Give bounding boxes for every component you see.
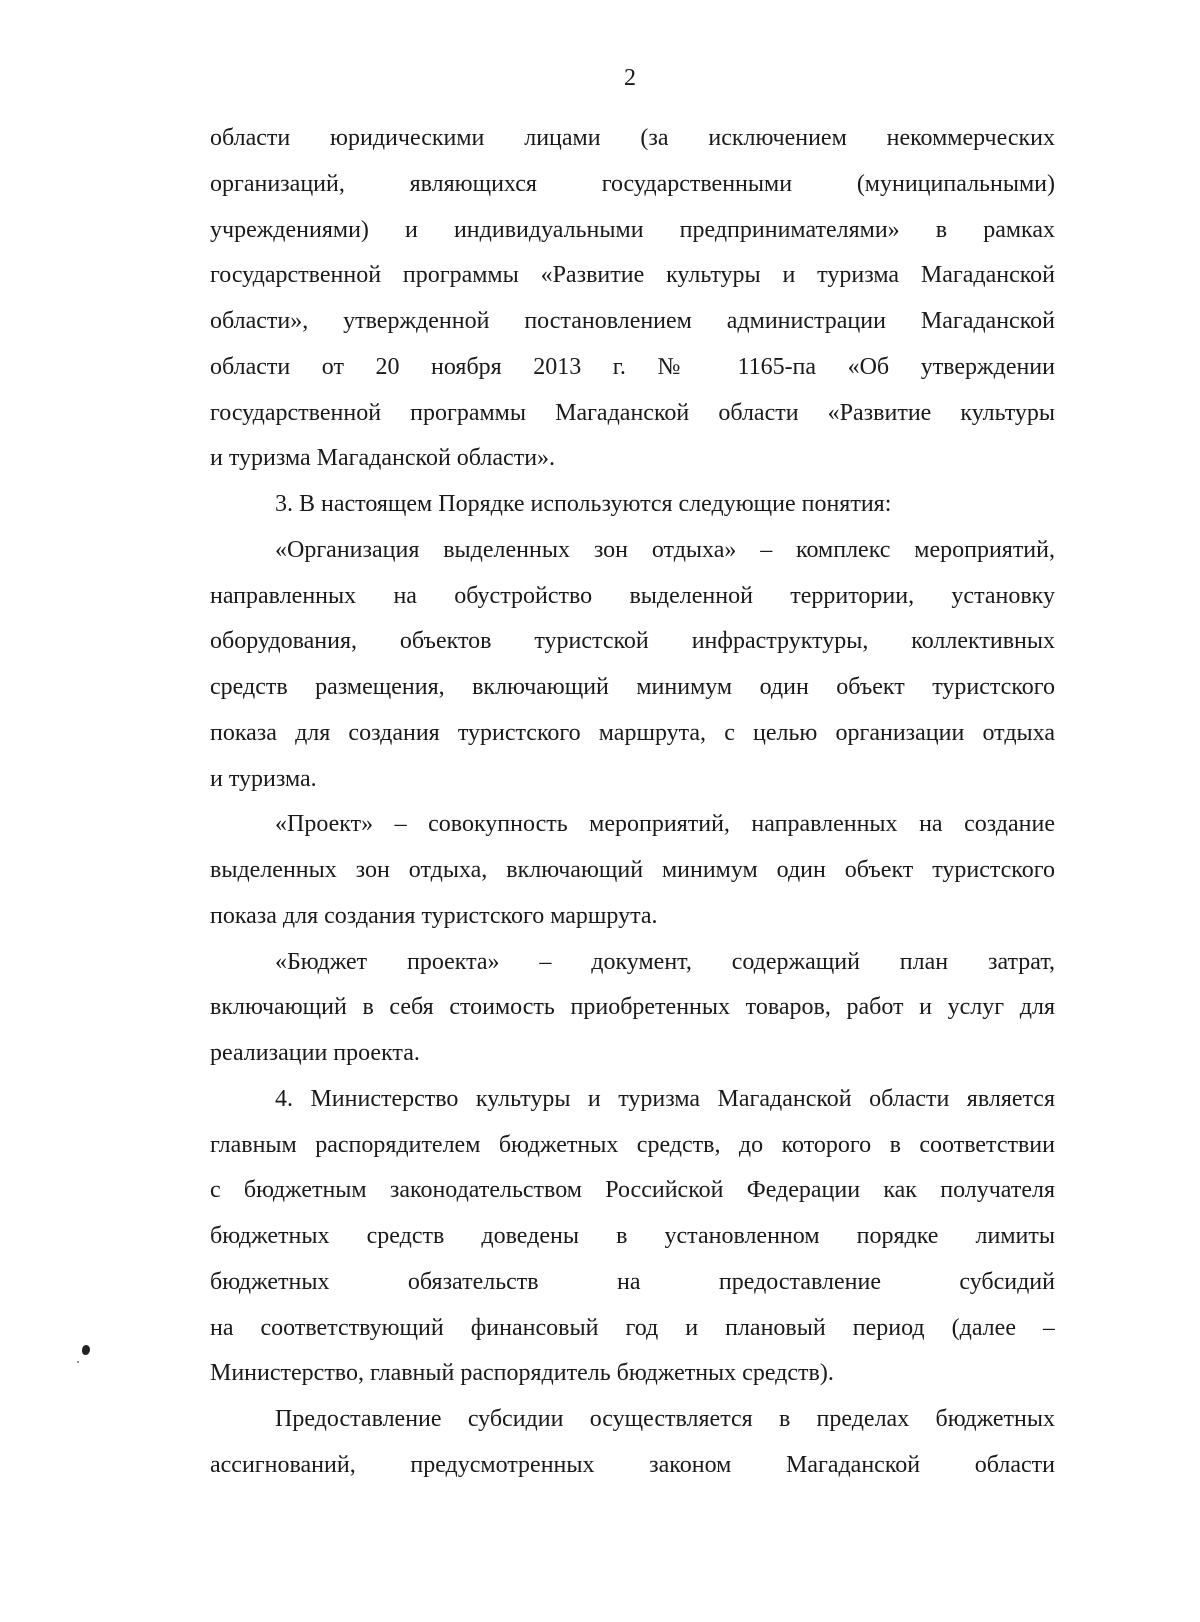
text-line: государственной программы «Развитие культуры и туризма Магаданской bbox=[210, 262, 1055, 289]
text-line: «Проект» – совокупность мероприятий, направленных на создание bbox=[275, 811, 1055, 838]
text-line: показа для создания туристского маршрута, с целью организации отдыха bbox=[210, 719, 1055, 746]
text-line: бюджетных обязательств на предоставление субсидий bbox=[210, 1268, 1055, 1295]
text-line: области юридическими лицами (за исключением некоммерческих bbox=[210, 125, 1055, 151]
text-line: направленных на обустройство выделенной территории, установку bbox=[210, 582, 1055, 609]
text-line: области», утвержденной постановлением администрации Магаданской bbox=[210, 308, 1055, 334]
text-line: включающий в себя стоимость приобретенных товаров, работ и услуг для bbox=[210, 994, 1055, 1021]
text-line: и туризма Магаданской области». bbox=[210, 445, 556, 472]
page-number: 2 bbox=[624, 65, 636, 91]
scan-speck bbox=[82, 1345, 90, 1355]
text-line: средств размещения, включающий минимум один объект туристского bbox=[210, 674, 1055, 700]
text-line: главным распорядителем бюджетных средств, до которого в соответствии bbox=[210, 1131, 1055, 1158]
text-line: государственной программы Магаданской области «Развитие культуры bbox=[210, 399, 1055, 426]
text-line: «Организация выделенных зон отдыха» – комплекс мероприятий, bbox=[275, 536, 1055, 563]
text-line: оборудования, объектов туристской инфраструктуры, коллективных bbox=[210, 628, 1055, 655]
text-line: 4. Министерство культуры и туризма Магаданской области является bbox=[275, 1085, 1055, 1112]
text-line: реализации проекта. bbox=[210, 1040, 420, 1066]
text-line: области от 20 ноября 2013 г. № 1165-па «Об утверждении bbox=[210, 353, 1055, 380]
text-line: учреждениями) и индивидуальными предпринимателями» в рамках bbox=[210, 216, 1055, 243]
text-line: показа для создания туристского маршрута. bbox=[210, 902, 658, 929]
scan-speck-small bbox=[77, 1361, 79, 1363]
text-line: организаций, являющихся государственными (муниципальными) bbox=[210, 170, 1055, 197]
text-line: Министерство, главный распорядитель бюджетных средств). bbox=[210, 1360, 834, 1387]
text-line: Предоставление субсидии осуществляется в пределах бюджетных bbox=[275, 1406, 1055, 1432]
document-body bbox=[210, 116, 1055, 1489]
text-line: с бюджетным законодательством Российской Федерации как получателя bbox=[210, 1177, 1055, 1204]
text-line: и туризма. bbox=[210, 765, 317, 792]
text-line: бюджетных средств доведены в установленном порядке лимиты bbox=[210, 1223, 1055, 1249]
text-line: выделенных зон отдыха, включающий минимум один объект туристского bbox=[210, 857, 1055, 883]
text-line: «Бюджет проекта» – документ, содержащий план затрат, bbox=[275, 948, 1055, 975]
text-line: на соответствующий финансовый год и плановый период (далее – bbox=[210, 1314, 1055, 1341]
text-line: 3. В настоящем Порядке используются следующие понятия: bbox=[275, 491, 892, 517]
text-line: ассигнований, предусмотренных законом Магаданской области bbox=[210, 1451, 1055, 1478]
